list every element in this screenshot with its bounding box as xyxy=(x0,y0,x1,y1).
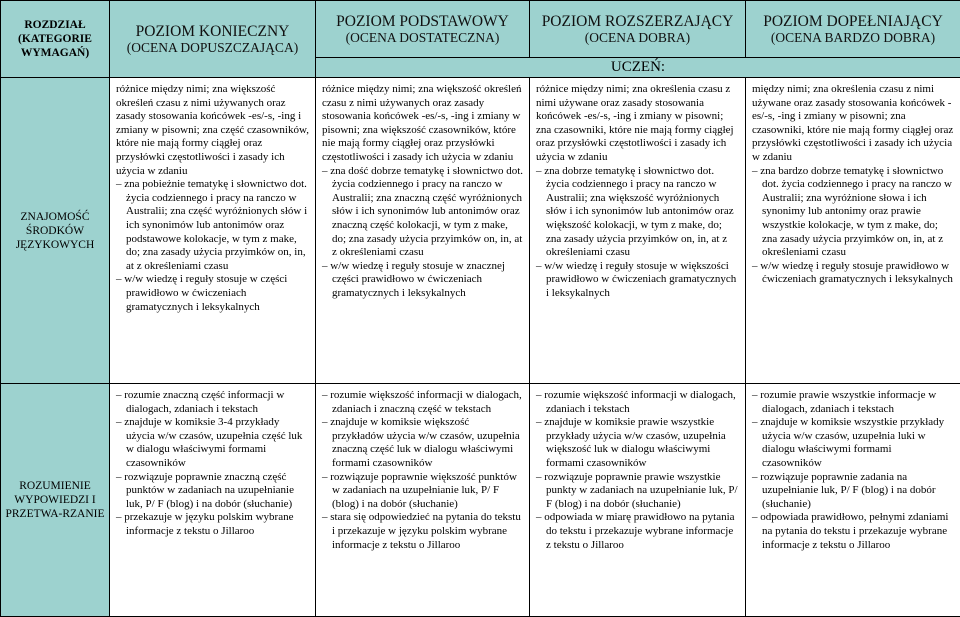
bullet-item: – zna pobieżnie tematykę i słownictwo dot. życia codziennego i pracy na ranczo w Australii; zna część wyróżnionych słów i ich synonimów lub antonimów oraz podstawowe kolokacje, w tym z make, do; zna zasady użycia przyimków on, in, at z określeniami czasu xyxy=(116,178,309,273)
requirement-cell xyxy=(746,384,960,617)
bullet-item: – stara się odpowiedzieć na pytania do tekstu i przekazuje w języku polskim wybrane informacje z tekstu o Jillaroo xyxy=(322,511,523,552)
bullet-item: – rozumie większość informacji w dialogach, zdaniach i tekstach xyxy=(536,389,739,416)
bullet-item: – przekazuje w języku polskim wybrane informacje z tekstu o Jillaroo xyxy=(116,511,309,538)
lead-text: różnice między nimi; zna większość określeń czasu z nimi używanych oraz zasady stosowania końcówek -es/-s, -ing i zmiany w pisowni; zna część czasowników, które nie mają formy ciągłej oraz przysłówki częstotliwości i zasady ich użycia w zdaniu xyxy=(116,83,309,178)
bullet-item: – rozwiązuje poprawnie zadania na uzupełnianie luk, P/ F (blog) i na dobór (słuchanie) xyxy=(752,471,954,512)
bullet-item: – odpowiada prawidłowo, pełnymi zdaniami na pytania do tekstu i przekazuje wybrane informacje z tekstu o Jillaroo xyxy=(752,511,954,552)
header-level-konieczny xyxy=(110,1,316,78)
header-subtitle: (OCENA DOPUSZCZAJĄCA) xyxy=(110,40,315,56)
bullet-item: – rozwiązuje poprawnie prawie wszystkie punkty w zadaniach na uzupełnianie luk, P/ F (blog) i na dobór (słuchanie) xyxy=(536,471,739,512)
bullet-item: – zna bardzo dobrze tematykę i słownictwo dot. życia codziennego i pracy na ranczo w Australii; zna wyróżnione słowa i ich synonimy lub antonimy oraz prawie wszystkie kolokacje, w tym z make, do; zna zasady użycia przyimków on, in, at z określeniami czasu xyxy=(752,165,954,260)
bullet-item: – rozwiązuje poprawnie znaczną część punktów w zadaniach na uzupełnianie luk, P/ F (blog) i na dobór (słuchanie) xyxy=(116,471,309,512)
category-cell: ZNAJOMOŚĆ ŚRODKÓW JĘZYKOWYCH xyxy=(1,78,110,384)
header-title: POZIOM ROZSZERZAJĄCY xyxy=(530,13,745,30)
bullet-item: – w/w wiedzę i reguły stosuje w znacznej części prawidłowo w ćwiczeniach gramatycznych i leksykalnych xyxy=(322,260,523,301)
bullet-item: – w/w wiedzę i reguły stosuje w większości prawidłowo w ćwiczeniach gramatycznych i leksykalnych xyxy=(536,260,739,301)
bullet-item: – znajduje w komiksie większość przykładów użycia w/w czasów, uzupełnia znaczną część luk w dialogu właściwymi formami czasowników xyxy=(322,416,523,470)
bullet-item: – zna dobrze tematykę i słownictwo dot. życia codziennego i pracy na ranczo w Australii; zna większość wyróżnionych słów i ich synonimów lub antonimów oraz większość kolokacji, w tym z make, do; zna zasady użycia przyimków on, in, at z określeniami czasu xyxy=(536,165,739,260)
category-cell: ROZUMIENIE WYPOWIEDZI I PRZETWA-RZANIE xyxy=(1,384,110,617)
requirement-cell xyxy=(530,78,746,384)
header-title: POZIOM DOPEŁNIAJĄCY xyxy=(746,13,960,30)
table-row xyxy=(1,384,960,617)
requirement-cell xyxy=(316,384,530,617)
bullet-item: – znajduje w komiksie wszystkie przykłady użycia w/w czasów, uzupełnia luki w dialogu właściwymi formami czasowników xyxy=(752,416,954,470)
header-category-column: ROZDZIAŁ (KATEGORIE WYMAGAŃ) xyxy=(1,1,110,78)
header-subtitle: (OCENA DOBRA) xyxy=(530,30,745,46)
requirement-cell xyxy=(110,384,316,617)
requirement-cell xyxy=(530,384,746,617)
header-level-rozszerzajacy xyxy=(530,1,746,58)
bullet-item: – w/w wiedzę i reguły stosuje prawidłowo w ćwiczeniach gramatycznych i leksykalnych xyxy=(752,260,954,287)
bullet-item: – rozumie prawie wszystkie informacje w dialogach, zdaniach i tekstach xyxy=(752,389,954,416)
uczen-label: UCZEŃ: xyxy=(316,58,960,78)
header-level-dopelniajacy xyxy=(746,1,960,58)
bullet-item: – rozumie znaczną część informacji w dialogach, zdaniach i tekstach xyxy=(116,389,309,416)
table-row xyxy=(1,78,960,384)
bullet-item: – rozumie większość informacji w dialogach, zdaniach i znaczną część w tekstach xyxy=(322,389,523,416)
lead-text: różnice między nimi; zna większość określeń czasu z nimi używanych oraz zasady stosowania końcówek -es/-s, -ing i zmiany w pisowni; zna większość czasowników, które nie mają formy ciągłej oraz przysłówki częstotliwości i zasady ich użycia w zdaniu xyxy=(322,83,523,165)
requirement-cell xyxy=(316,78,530,384)
header-subtitle: (OCENA BARDZO DOBRA) xyxy=(746,30,960,46)
header-title: POZIOM PODSTAWOWY xyxy=(316,13,529,30)
requirement-cell xyxy=(110,78,316,384)
bullet-item: – zna dość dobrze tematykę i słownictwo dot. życia codziennego i pracy na ranczo w Australii; zna znaczną część wyróżnionych słów i ich synonimów lub antonimów oraz znaczną część kolokacji, w tym z make, do; zna zasady użycia przyimków on, in, at z określeniami czasu xyxy=(322,165,523,260)
lead-text: różnice między nimi; zna określenia czasu z nimi używane oraz zasady stosowania końcówek -es/-s, -ing i zmiany w pisowni; zna czasowniki, które nie mają formy ciągłej oraz przysłówki częstotliwości i zasady ich użycia w zdaniu xyxy=(536,83,739,165)
header-subtitle: (OCENA DOSTATECZNA) xyxy=(316,30,529,46)
bullet-item: – rozwiązuje poprawnie większość punktów w zadaniach na uzupełnianie luk, P/ F (blog) i na dobór (słuchanie) xyxy=(322,471,523,512)
header-level-podstawowy xyxy=(316,1,530,58)
bullet-item: – w/w wiedzę i reguły stosuje w części prawidłowo w ćwiczeniach gramatycznych i leksykalnych xyxy=(116,273,309,314)
bullet-item: – znajduje w komiksie 3-4 przykłady użycia w/w czasów, uzupełnia część luk w dialogu właściwymi formami czasowników xyxy=(116,416,309,470)
header-title: POZIOM KONIECZNY xyxy=(110,23,315,40)
requirement-cell xyxy=(746,78,960,384)
lead-text: między nimi; zna określenia czasu z nimi używane oraz zasady stosowania końcówek -es/-s, -ing i zmiany w pisowni; zna czasowniki, które nie mają formy ciągłej oraz przysłówki częstotliwości i zasady ich użycia w zdaniu xyxy=(752,83,954,165)
bullet-item: – znajduje w komiksie prawie wszystkie przykłady użycia w/w czasów, uzupełnia większość luk w dialogu właściwymi formami czasowników xyxy=(536,416,739,470)
bullet-item: – odpowiada w miarę prawidłowo na pytania do tekstu i przekazuje wybrane informacje z tekstu o Jillaroo xyxy=(536,511,739,552)
